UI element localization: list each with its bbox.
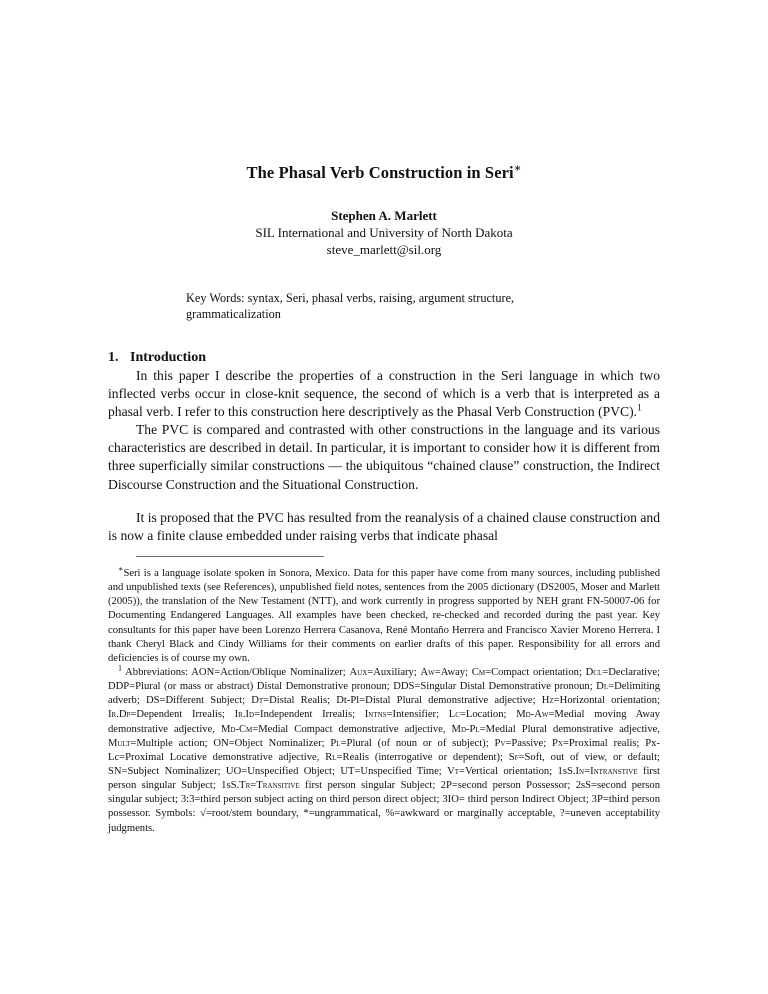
gloss-abbreviation: Tr	[239, 780, 251, 792]
title-footnote-marker: ∗	[513, 162, 522, 175]
gloss-abbreviation: Cm	[471, 666, 486, 678]
gloss-abbreviation: Rl	[325, 751, 337, 763]
gloss-abbreviation: Ir.Id	[234, 709, 255, 721]
gloss-abbreviation: Ir.Dp	[108, 709, 131, 721]
keywords-line: Key Words: syntax, Seri, phasal verbs, raising, argument structure, grammaticalization	[186, 291, 515, 322]
footnote-text-run: =Horizontal orientation;	[553, 695, 661, 707]
gloss-abbreviation: Md-Pl	[451, 723, 480, 735]
footnote-text-run: =Medial moving Away demonstrative adjective,	[108, 709, 660, 735]
footnote-text-run: =Delimiting adverb; DS=Different Subject;	[108, 681, 660, 707]
gloss-abbreviation: Dt	[251, 695, 264, 707]
footnote-text-run: =Auxiliary;	[367, 666, 421, 678]
section-number: 1.	[108, 350, 119, 366]
gloss-abbreviation: In	[575, 765, 585, 777]
paragraph-3: It is proposed that the PVC has resulted from the reanalysis of a chained clause construction and is now a finite clause embedded under raising verbs that indicate phasal	[108, 509, 660, 543]
author-name: Stephen A. Marlett	[331, 207, 437, 223]
footnote-one	[108, 663, 661, 836]
footnote-text-run: =	[584, 765, 591, 777]
section-heading-introduction	[108, 323, 660, 367]
title-block	[108, 0, 660, 258]
gloss-abbreviation: Sf	[508, 751, 519, 763]
footnote-text-run: =Intensifier;	[386, 709, 449, 721]
gloss-abbreviation: Hz	[541, 695, 554, 707]
gloss-abbreviation: Md-Aw	[516, 709, 549, 721]
footnote-text-run: =Realis (interrogative or dependent);	[336, 751, 509, 763]
footnote-text-run: =Vertical orientation; 1sS.	[459, 765, 576, 777]
footnote-text-run: =Location;	[459, 709, 517, 721]
gloss-abbreviation: Aux	[349, 666, 368, 678]
gloss-abbreviation: Aw	[420, 666, 435, 678]
footnote-one-marker: 1	[118, 663, 122, 673]
gloss-abbreviation: Dl	[596, 681, 609, 693]
paragraph-2: The PVC is compared and contrasted with other constructions in the language and its various characteristics are described in detail. In particular, it is important to consider how it is different from three superficially similar constructions — the ubiquitous “chained clause” construction, the Indirect Discourse Construction and the Situational Construction.	[108, 422, 660, 492]
paragraph-1	[108, 367, 660, 421]
gloss-abbreviation: Pv	[494, 737, 506, 749]
gloss-abbreviation: Intns	[364, 709, 387, 721]
gloss-abbreviation: Dcl	[585, 666, 603, 678]
footnote-star-text: Seri is a language isolate spoken in Sonora, Mexico. Data for this paper have come from many sources, including published and unpublished texts (see References), unpublished field notes, sentences from the 2005 dictionary (DS2005, Moser and Marlett (2005)), the translation of the New Testament (NTT), and work currently in progress supported by NEH grant FN-50007-06 for Documenting Endangered Languages. All examples have been checked, re-checked and recorded during the past year. Key consultants for this paper have been Lorenzo Herrera Casanova, René Montaño Herrera and Francisco Xavier Moreno Herrera. I thank Cheryl Black and Cindy Williams for their comments on earlier drafts of this paper. Responsibility for all errors and deficiencies is of course my own.	[108, 568, 660, 664]
author-affiliation: SIL International and University of North Dakota	[255, 224, 513, 240]
footnote-text-run: =Multiple action; ON=Object Nominalizer;	[130, 737, 331, 749]
footnote-star-marker: ∗	[118, 564, 124, 574]
gloss-abbreviation: Vt	[447, 765, 460, 777]
section-title: Introduction	[130, 350, 206, 366]
footnote-text-run: =Medial Plural demonstrative adjective,	[479, 723, 660, 735]
gloss-abbreviation: Pl	[330, 737, 341, 749]
footnote-star	[108, 564, 660, 666]
footnote-text-run: =Proximal realis; Px-Lc=Proximal Locative demonstrative adjective,	[108, 737, 660, 763]
footnote-text-run: =Away;	[434, 666, 472, 678]
footnote-text-run: =	[250, 780, 257, 792]
footnote-text-run: =Distal Realis; Dt-Pl=Distal Plural demonstrative adjective;	[263, 695, 542, 707]
paragraph-1-text: In this paper I describe the properties of a construction in the Seri language in which two inflected verbs occur in close-knit sequence, the second of which is a verb that is interpreted as a phasal verb. I refer to this construction here descriptively as the Phasal Verb Construction (PVC).	[108, 367, 660, 420]
gloss-abbreviation: Intranstive	[590, 765, 638, 777]
footnote-text-run: =Dependent Irrealis;	[130, 709, 235, 721]
page-title-text: The Phasal Verb Construction in Seri	[246, 163, 514, 182]
footnote-text-run: =Compact orientation;	[485, 666, 586, 678]
gloss-abbreviation: Px	[551, 737, 563, 749]
gloss-abbreviation: Lc	[448, 709, 460, 721]
footnote-text-run: Abbreviations: AON=Action/Oblique Nominalizer;	[122, 666, 350, 678]
footnote-text-run: =Independent Irrealis;	[254, 709, 365, 721]
author-email: steve_marlett@sil.org	[326, 242, 442, 258]
footnote-separator-rule	[136, 556, 324, 557]
footnote-text-run: first person singular Subject; 1sS.	[108, 765, 661, 792]
gloss-abbreviation: Md-Cm	[220, 723, 253, 735]
footnote-text-run: first person singular Subject; 2P=second person Possessor; 2sS=second person singular subject; 3:3=third person subject acting on third person direct object; 3IO= third person Indirect Object; 3P=third person possessor. Symbols: √=root/stem boundary, *=ungrammatical, %=awkward or marginally acceptable, ?=uneven acceptability judgments.	[108, 780, 660, 834]
footnote-text-run: =Medial Compact demonstrative adjective,	[252, 723, 452, 735]
footnote-area	[108, 556, 660, 836]
gloss-abbreviation: Mult	[108, 737, 131, 749]
footnote-text-run: =Declarative; DDP=Plural (or mass or abstract) Distal Demonstrative pronoun; DDS=Singular Distal Demonstrative pronoun;	[108, 666, 660, 693]
footnote-text-run: =Passive;	[505, 737, 552, 749]
page-title	[108, 163, 660, 183]
gloss-abbreviation: Transitive	[256, 780, 300, 792]
footnote-text-run: =Soft, out of view, or default; SN=Subject Nominalizer; UO=Unspecified Object; UT=Unspecified Time;	[108, 751, 660, 777]
footnote-text-run: =Plural (of noun or of subject);	[340, 737, 495, 749]
footnote-one-text	[108, 667, 660, 834]
footnote-marker-1: 1	[637, 403, 642, 414]
